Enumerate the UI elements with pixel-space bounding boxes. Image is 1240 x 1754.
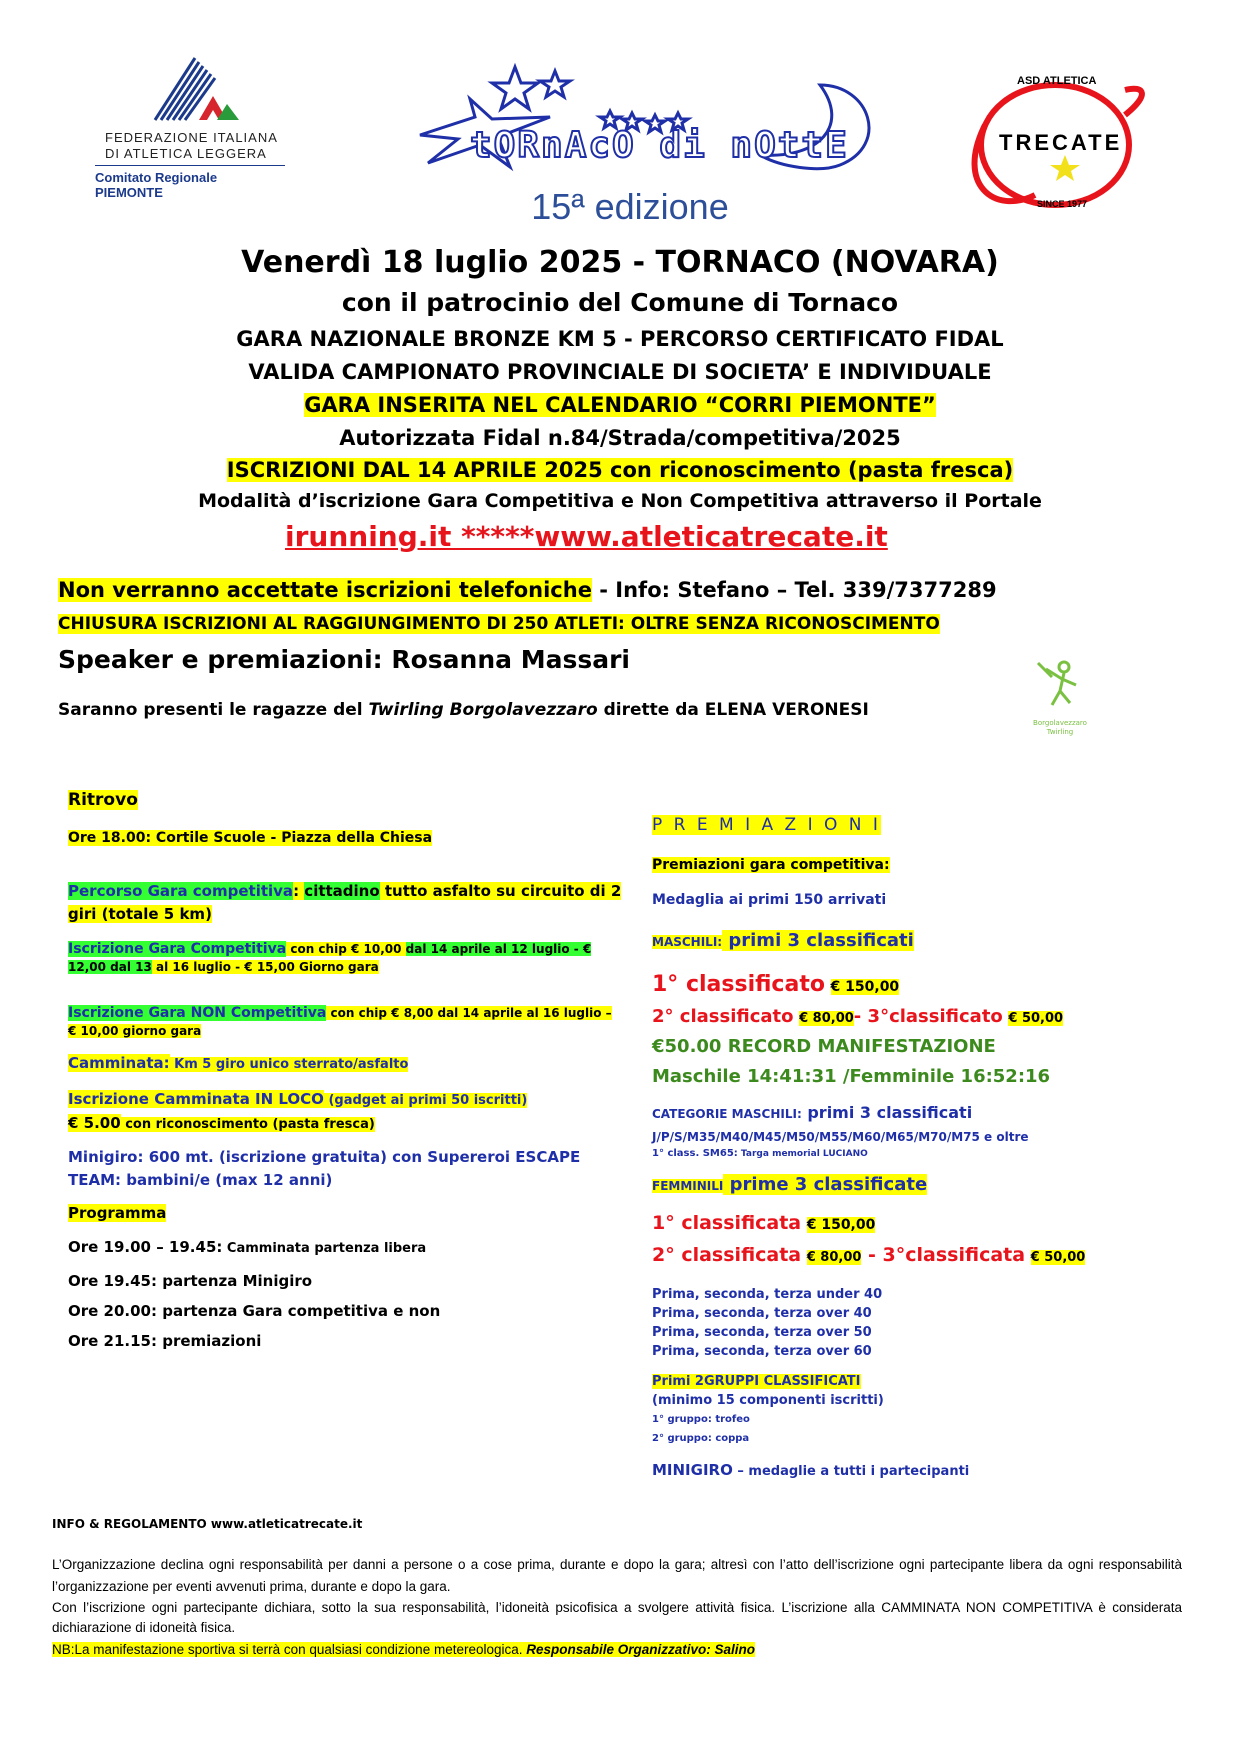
f-second-prize: € 80,00 — [806, 1250, 862, 1265]
m-first-label: 1° classificato — [652, 972, 825, 997]
portal-links[interactable]: irunning.it *****www.atleticatrecate.it — [285, 520, 888, 553]
trecate-top: ASD ATLETICA — [1017, 75, 1097, 87]
footer-nb-resp: Responsabile Organizzativo: Salino — [526, 1642, 756, 1657]
camminata-text: Km 5 giro unico sterrato/asfalto — [169, 1057, 409, 1072]
program-time: Ore 21.15: — [68, 1332, 157, 1350]
cat-m-note-b: Targa memorial LUCIANO — [737, 1149, 868, 1159]
isc-comp-b: dal 14 aprile al 12 luglio - € 12,00 dal 13 — [68, 942, 592, 974]
camminata — [68, 1054, 408, 1072]
record-times: Maschile 14:41:31 /Femminile 16:52:16 — [652, 1066, 1051, 1087]
m-second-third — [652, 1006, 1063, 1027]
percorso-colon: : — [293, 882, 305, 900]
patronage: con il patrocinio del Comune di Tornaco — [341, 288, 899, 317]
info-contact: - Info: Stefano – Tel. 339/7377289 — [591, 578, 997, 602]
f-first-label: 1° classificata — [652, 1212, 802, 1234]
footer-info: INFO & REGOLAMENTO www.atleticatrecate.it — [52, 1517, 363, 1531]
cat-m-list: J/P/S/M35/M40/M45/M50/M55/M60/M65/M70/M75 e oltre — [652, 1130, 1029, 1144]
tornaco-logo — [400, 55, 900, 185]
f-first — [652, 1212, 875, 1234]
calendar-line: GARA INSERITA NEL CALENDARIO “CORRI PIEMONTE” — [304, 393, 936, 417]
edition: 15ª edizione — [531, 186, 729, 227]
medaglia: Medaglia ai primi 150 arrivati — [652, 892, 887, 908]
cat-m-note — [652, 1148, 868, 1159]
footer-p1: L’Organizzazione declina ogni responsabilità per danni a persone o a cose prima, durante e dopo la gara; altresì con l’atto dell’iscrizione ogni partecipante libera da ogni responsabilità l’organizzazione per eventi avvenuti prima, durante e dopo la gara. — [52, 1557, 1182, 1594]
m-second-label: 2° classificato — [652, 1006, 794, 1027]
twirling-caption: Borgolavezzaro Twirling — [1033, 719, 1087, 736]
m-first — [652, 972, 899, 997]
isc-comp-a: con chip € 10,00 — [286, 942, 406, 956]
maschili-text: primi 3 classificati — [722, 930, 914, 951]
race-line: GARA NAZIONALE BRONZE KM 5 - PERCORSO CERTIFICATO FIDAL — [236, 327, 1004, 351]
ritrovo-title-text: Ritrovo — [68, 790, 138, 810]
femminili-label: FEMMINILI — [652, 1179, 724, 1193]
f-dash: - — [861, 1244, 883, 1266]
program-item — [68, 1332, 440, 1362]
iscrizione-non-competitiva — [68, 1004, 623, 1040]
minigiro-text: – medaglie a tutti i partecipanti — [732, 1464, 970, 1479]
cat-m-note-a: 1° class. SM65: — [652, 1148, 738, 1159]
fidal-logo — [95, 50, 285, 200]
fidal-line2: DI ATLETICA LEGGERA — [105, 146, 267, 161]
iscrizione-competitiva — [68, 940, 623, 976]
f-second-third — [652, 1244, 1085, 1266]
percorso-b: tutto asfalto su circuito di 2 giri (totale 5 km) — [68, 882, 622, 923]
program-time: Ore 20.00: — [68, 1302, 157, 1320]
record: €50.00 RECORD MANIFESTAZIONE — [652, 1036, 996, 1057]
program-item — [68, 1238, 440, 1268]
m-third-label: 3°classificato — [867, 1006, 1003, 1027]
program-text: partenza Minigiro — [157, 1272, 313, 1290]
f-age-item: Prima, seconda, terza over 50 — [652, 1325, 872, 1340]
isc-non-text: con chip € 8,00 dal 14 aprile al 16 luglio – € 10,00 giorno gara — [68, 1006, 612, 1038]
twirling-pre: Saranno presenti le ragazze del — [58, 700, 369, 720]
modality: Modalità d’iscrizione Gara Competitiva e Non Competitiva attraverso il Portale — [198, 490, 1042, 512]
comp-title — [652, 857, 890, 873]
speaker: Speaker e premiazioni: Rosanna Massari — [58, 645, 630, 674]
ritrovo-title — [68, 790, 138, 810]
program-time: Ore 19.45: — [68, 1272, 157, 1290]
ritrovo-text-value: Ore 18.00: Cortile Scuole - Piazza della Chiesa — [68, 830, 433, 846]
date-line: Venerdì 18 luglio 2025 - TORNACO (NOVARA) — [241, 245, 999, 280]
f-age-item: Prima, seconda, terza over 40 — [652, 1306, 872, 1321]
ritrovo-text — [68, 830, 432, 846]
m-third-prize: € 50,00 — [1008, 1011, 1064, 1026]
cat-maschili — [652, 1103, 972, 1122]
f-third-label: 3°classificata — [882, 1244, 1026, 1266]
twirler-icon — [1030, 655, 1090, 715]
program-list — [68, 1238, 440, 1362]
trecate-name: TRECATE — [999, 130, 1123, 155]
fidal-stripes-icon — [95, 50, 285, 130]
isc-cam-note: (gadget ai primi 50 iscritti) — [323, 1093, 528, 1108]
premiazioni-title-text: P R E M I A Z I O N I — [652, 815, 881, 835]
isc-cam-price-note: con riconoscimento (pasta fresca) — [120, 1117, 375, 1132]
percorso — [68, 880, 623, 926]
minigiro-info: Minigiro: 600 mt. (iscrizione gratuita) con Supereroi ESCAPE TEAM: bambini/e (max 12 anni) — [68, 1148, 581, 1189]
registration-wrap — [0, 458, 1240, 482]
camminata-label: Camminata: — [68, 1054, 170, 1072]
programma-title-text: Programma — [68, 1204, 167, 1222]
championship-line: VALIDA CAMPIONATO PROVINCIALE DI SOCIETA’ E INDIVIDUALE — [248, 360, 992, 384]
minigiro-label: MINIGIRO — [652, 1461, 733, 1479]
registration-line: ISCRIZIONI DAL 14 APRILE 2025 con riconoscimento (pasta fresca) — [226, 458, 1014, 482]
trecate-since: SINCE 1977 — [1037, 199, 1088, 209]
program-text: premiazioni — [157, 1332, 262, 1350]
isc-comp-label: Iscrizione Gara Competitiva — [68, 941, 287, 957]
iscrizione-camminata — [68, 1088, 623, 1136]
twirling-name: Twirling Borgolavezzaro — [368, 700, 598, 720]
gruppi-1: 1° gruppo: trofeo — [652, 1414, 750, 1425]
tornaco-title: tORnAcO di nOttE — [470, 125, 849, 166]
calendar-wrap — [0, 393, 1240, 417]
footer-nb — [52, 1642, 755, 1657]
gruppi-2: 2° gruppo: coppa — [652, 1433, 750, 1444]
percorso-label: Percorso Gara competitiva — [68, 882, 294, 900]
cat-m-label: CATEGORIE MASCHILI: — [652, 1107, 802, 1121]
program-text: Camminata partenza libera — [222, 1241, 427, 1256]
fidal-line1: FEDERAZIONE ITALIANA — [105, 130, 278, 145]
closing-line: CHIUSURA ISCRIZIONI AL RAGGIUNGIMENTO DI 250 ATLETI: OLTRE SENZA RICONOSCIMENTO — [58, 614, 940, 634]
program-item — [68, 1272, 440, 1302]
isc-non-label: Iscrizione Gara NON Competitiva — [68, 1005, 327, 1021]
gruppi-title — [652, 1372, 884, 1391]
footer-nb-text: NB:La manifestazione sportiva si terrà con qualsiasi condizione metereologica. — [52, 1642, 527, 1657]
twirling-logo — [1030, 655, 1090, 735]
phone-line — [58, 578, 997, 602]
isc-cam-price: € 5.00 — [68, 1114, 121, 1132]
gruppi — [652, 1372, 884, 1448]
programma-title — [68, 1204, 166, 1222]
femminili-text: prime 3 classificate — [723, 1174, 928, 1195]
m-first-prize: € 150,00 — [830, 979, 900, 995]
gruppi-min: (minimo 15 componenti iscritti) — [652, 1393, 884, 1408]
program-time: Ore 19.00 – 19.45: — [68, 1238, 223, 1256]
f-third-prize: € 50,00 — [1030, 1250, 1086, 1265]
maschili-label: MASCHILI: — [652, 935, 723, 949]
program-text: partenza Gara competitiva e non — [157, 1302, 441, 1320]
comp-title-text: Premiazioni gara competitiva: — [652, 857, 890, 873]
f-age-item: Prima, seconda, terza under 40 — [652, 1287, 883, 1302]
f-second-label: 2° classificata — [652, 1244, 802, 1266]
minigiro-award — [652, 1460, 969, 1479]
twirling-post: dirette da ELENA VERONESI — [597, 700, 869, 720]
authorization: Autorizzata Fidal n.84/Strada/competitiva/2025 — [339, 426, 901, 450]
program-item — [68, 1302, 440, 1332]
m-second-prize: € 80,00 — [799, 1011, 854, 1026]
percorso-a: cittadino — [304, 882, 380, 900]
premiazioni-title — [652, 815, 881, 835]
f-age-item: Prima, seconda, terza over 60 — [652, 1344, 872, 1359]
isc-comp-c: al 16 luglio - € 15,00 Giorno gara — [151, 960, 379, 974]
cat-m-text: primi 3 classificati — [801, 1103, 973, 1122]
maschili-line — [652, 930, 914, 951]
isc-cam-label: Iscrizione Camminata IN LOCO — [68, 1090, 324, 1108]
no-phone: Non verranno accettate iscrizioni telefoniche — [58, 578, 592, 602]
m-dash: - — [853, 1006, 868, 1027]
f-age-list — [652, 1285, 882, 1361]
fidal-divider — [95, 165, 285, 166]
f-first-prize: € 150,00 — [806, 1217, 876, 1233]
footer-p2: Con l’iscrizione ogni partecipante dichiara, sotto la sua responsabilità, l’idoneità psicofisica a svolgere attività fisica. L’iscrizione alla CAMMINATA NON COMPETITIVA è considerata dichiarazione di idoneità fisica. — [52, 1600, 1182, 1635]
fidal-line3: Comitato Regionale PIEMONTE — [95, 170, 218, 200]
twirling-line — [58, 700, 869, 720]
femminili-line — [652, 1174, 927, 1195]
gruppi-title-text: Primi 2GRUPPI CLASSIFICATI — [652, 1374, 861, 1389]
